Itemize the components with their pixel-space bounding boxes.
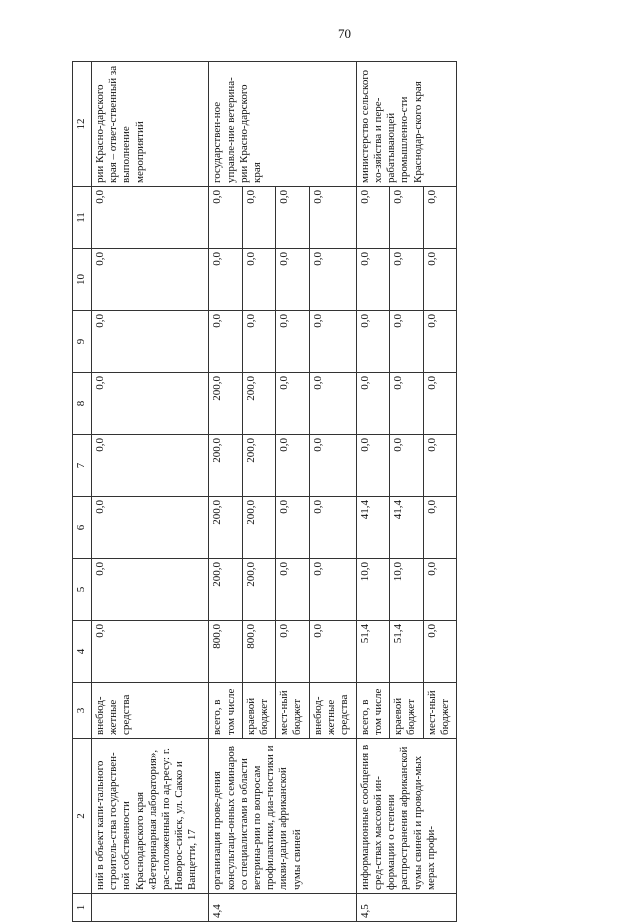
value-cell: 51,4 bbox=[356, 621, 389, 683]
activity-name-cell: организация прове-дения консультаци-онных семинаров со специалистами в области ветерина-рии по вопросам профилактики, диа-гностики и ликви-дации африканской чумы свиней bbox=[209, 739, 356, 894]
funding-source-cell: всего, в том числе bbox=[356, 683, 389, 739]
item-number-cell: 4,5 bbox=[356, 894, 456, 922]
column-header: 2 bbox=[73, 739, 92, 894]
column-header: 8 bbox=[73, 373, 92, 435]
activity-name-cell: ний в объект капи-тального строитель-ства государствен-ной собственности Краснодарского края «Ветеринарная лаборатория», рас-положенный по ад-ресу: г. Новорос-сийск, ул. Сакко и Ванцетти, 17 bbox=[92, 739, 209, 894]
value-cell: 0,0 bbox=[276, 187, 309, 249]
value-cell: 0,0 bbox=[242, 249, 275, 311]
value-cell: 200,0 bbox=[242, 559, 275, 621]
column-number-row bbox=[73, 62, 92, 922]
funding-source-cell: мест-ный бюджет bbox=[276, 683, 309, 739]
page-number: 70 bbox=[338, 26, 351, 41]
table-row bbox=[209, 62, 242, 922]
value-cell: 800,0 bbox=[242, 621, 275, 683]
value-cell: 200,0 bbox=[242, 435, 275, 497]
table-row bbox=[356, 62, 389, 922]
value-cell: 51,4 bbox=[390, 621, 423, 683]
column-header: 1 bbox=[73, 894, 92, 922]
column-header: 6 bbox=[73, 497, 92, 559]
value-cell: 0,0 bbox=[309, 621, 356, 683]
value-cell: 0,0 bbox=[309, 559, 356, 621]
column-header: 4 bbox=[73, 621, 92, 683]
column-header: 10 bbox=[73, 249, 92, 311]
activity-name-cell: информационные сообщения в сред-ствах массовой ин-формации о степени распространения африканской чумы свиней и проводи-мых мерах профи- bbox=[356, 739, 456, 894]
value-cell: 0,0 bbox=[276, 559, 309, 621]
column-header: 11 bbox=[73, 187, 92, 249]
value-cell: 0,0 bbox=[309, 435, 356, 497]
value-cell: 0,0 bbox=[390, 373, 423, 435]
value-cell: 0,0 bbox=[390, 249, 423, 311]
rotated-table-container bbox=[72, 62, 457, 922]
value-cell: 0,0 bbox=[92, 187, 209, 249]
value-cell: 0,0 bbox=[309, 249, 356, 311]
value-cell: 0,0 bbox=[423, 497, 456, 559]
value-cell: 0,0 bbox=[309, 497, 356, 559]
funding-source-cell: внебюд-жетные средства bbox=[92, 683, 209, 739]
value-cell: 0,0 bbox=[356, 311, 389, 373]
value-cell: 800,0 bbox=[209, 621, 242, 683]
value-cell: 200,0 bbox=[209, 559, 242, 621]
value-cell: 0,0 bbox=[92, 311, 209, 373]
value-cell: 10,0 bbox=[390, 559, 423, 621]
value-cell: 0,0 bbox=[242, 311, 275, 373]
column-header: 5 bbox=[73, 559, 92, 621]
responsible-cell: министерство сельского хо-зяйства и пере-рабатывающей промышленно-сти Краснодар-ского края bbox=[356, 62, 456, 187]
value-cell: 0,0 bbox=[423, 187, 456, 249]
funding-source-cell: внебюд-жетные средства bbox=[309, 683, 356, 739]
value-cell: 0,0 bbox=[276, 249, 309, 311]
funding-source-cell: мест-ный бюджет bbox=[423, 683, 456, 739]
value-cell: 200,0 bbox=[242, 497, 275, 559]
value-cell: 0,0 bbox=[92, 621, 209, 683]
value-cell: 0,0 bbox=[209, 311, 242, 373]
value-cell: 0,0 bbox=[356, 435, 389, 497]
column-header: 9 bbox=[73, 311, 92, 373]
program-activities-table bbox=[72, 61, 457, 922]
value-cell: 200,0 bbox=[209, 497, 242, 559]
column-header: 3 bbox=[73, 683, 92, 739]
value-cell: 0,0 bbox=[423, 621, 456, 683]
value-cell: 0,0 bbox=[356, 249, 389, 311]
value-cell: 0,0 bbox=[423, 559, 456, 621]
value-cell: 0,0 bbox=[390, 435, 423, 497]
value-cell: 0,0 bbox=[276, 435, 309, 497]
value-cell: 0,0 bbox=[390, 187, 423, 249]
value-cell: 0,0 bbox=[92, 497, 209, 559]
value-cell: 0,0 bbox=[209, 187, 242, 249]
value-cell: 0,0 bbox=[356, 373, 389, 435]
column-header: 7 bbox=[73, 435, 92, 497]
value-cell: 41,4 bbox=[356, 497, 389, 559]
value-cell: 0,0 bbox=[423, 311, 456, 373]
value-cell: 200,0 bbox=[209, 373, 242, 435]
value-cell: 0,0 bbox=[356, 187, 389, 249]
value-cell: 0,0 bbox=[423, 373, 456, 435]
value-cell: 0,0 bbox=[242, 187, 275, 249]
responsible-cell: государствен-ное управле-ние ветерина-рии Красно-дарского края bbox=[209, 62, 356, 187]
value-cell: 200,0 bbox=[209, 435, 242, 497]
funding-source-cell: всего, в том числе bbox=[209, 683, 242, 739]
value-cell: 0,0 bbox=[92, 559, 209, 621]
value-cell: 0,0 bbox=[423, 249, 456, 311]
value-cell: 41,4 bbox=[390, 497, 423, 559]
value-cell: 0,0 bbox=[92, 435, 209, 497]
value-cell: 0,0 bbox=[309, 311, 356, 373]
responsible-cell: рии Красно-дарского края – ответ-ственный за выполнение мероприятий bbox=[92, 62, 209, 187]
value-cell: 0,0 bbox=[309, 373, 356, 435]
value-cell: 0,0 bbox=[423, 435, 456, 497]
item-number-cell: 4,4 bbox=[209, 894, 356, 922]
item-number-cell bbox=[92, 894, 209, 922]
value-cell: 0,0 bbox=[276, 621, 309, 683]
value-cell: 0,0 bbox=[276, 311, 309, 373]
value-cell: 0,0 bbox=[390, 311, 423, 373]
funding-source-cell: краевой бюджет bbox=[390, 683, 423, 739]
value-cell: 10,0 bbox=[356, 559, 389, 621]
value-cell: 0,0 bbox=[92, 249, 209, 311]
value-cell: 0,0 bbox=[92, 373, 209, 435]
funding-source-cell: краевой бюджет bbox=[242, 683, 275, 739]
table-row bbox=[92, 62, 209, 922]
column-header: 12 bbox=[73, 62, 92, 187]
value-cell: 0,0 bbox=[276, 497, 309, 559]
value-cell: 0,0 bbox=[209, 249, 242, 311]
value-cell: 0,0 bbox=[276, 373, 309, 435]
value-cell: 200,0 bbox=[242, 373, 275, 435]
value-cell: 0,0 bbox=[309, 187, 356, 249]
